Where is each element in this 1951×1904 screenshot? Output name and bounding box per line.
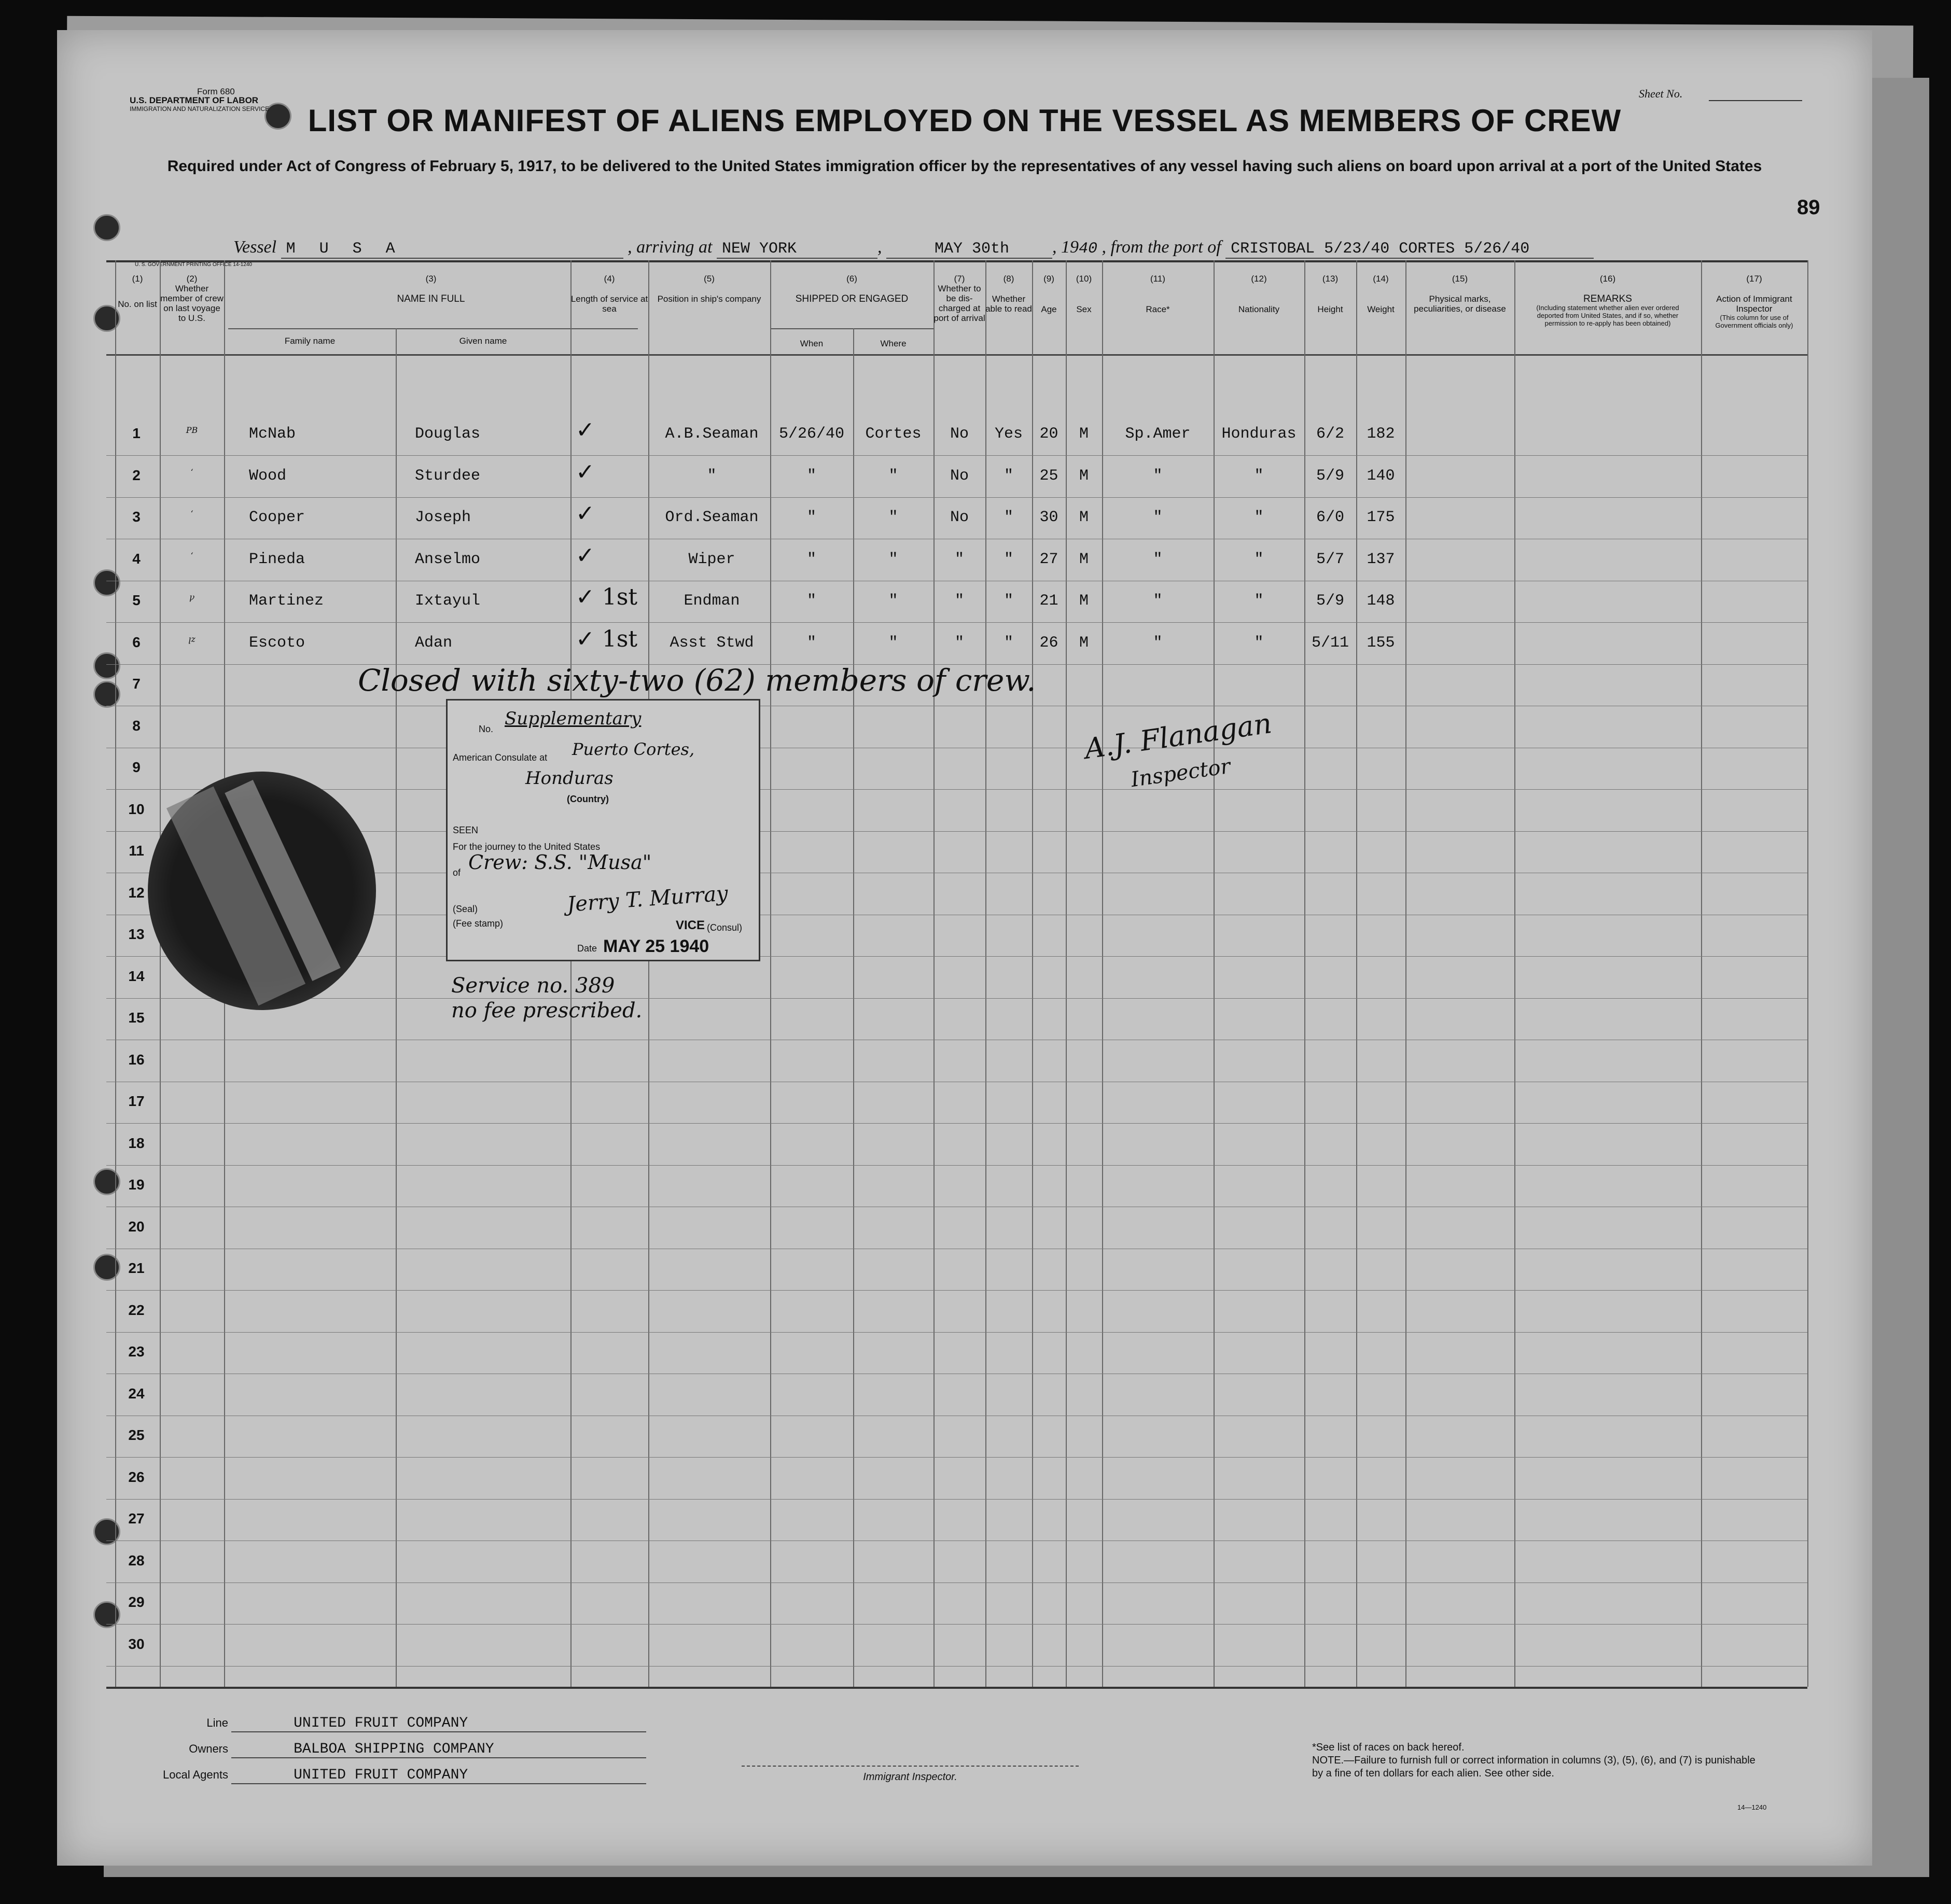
race: " (1153, 509, 1163, 526)
row-number: 27 (128, 1510, 145, 1527)
stamp-consul-label: (Consul) (707, 922, 743, 933)
row-rule (106, 1499, 1807, 1500)
family-name: Wood (249, 467, 287, 485)
col-rule (648, 260, 649, 1687)
sex: M (1079, 634, 1089, 652)
col-rule (853, 328, 854, 1687)
year-suffix: 40 (1079, 240, 1098, 258)
stamp-date-label: Date (577, 943, 597, 954)
punch-hole (93, 1254, 120, 1281)
col10-header (1066, 274, 1102, 314)
col13-header (1304, 274, 1356, 314)
col-label: Whether member of crew on last voyage to U.S. (160, 284, 224, 323)
punch-hole (93, 569, 120, 596)
row-number: 8 (132, 717, 141, 734)
shipped-where: Cortes (865, 425, 922, 443)
page-title: LIST OR MANIFEST OF ALIENS EMPLOYED ON THE VESSEL AS MEMBERS OF CREW (308, 103, 1622, 138)
sex: M (1079, 550, 1089, 568)
col6-header (770, 274, 933, 304)
service-name: IMMIGRATION AND NATURALIZATION SERVICE (130, 105, 270, 113)
shipped-when: " (806, 509, 816, 526)
service-check: ✓ 1st (576, 625, 638, 652)
shipped-where: " (888, 634, 898, 652)
col-label: Nationality (1238, 304, 1280, 314)
col-rule (1807, 260, 1808, 1687)
shipped-when: " (806, 634, 816, 652)
race-note: *See list of races on back hereof. (1312, 1742, 1465, 1753)
age: 27 (1039, 550, 1058, 568)
height: 5/9 (1316, 592, 1344, 610)
able-to-read: " (1004, 592, 1013, 610)
weight: 155 (1367, 634, 1395, 652)
line-label: Line (206, 1716, 228, 1729)
col-number: (5) (704, 274, 715, 284)
row-rule (106, 497, 1807, 498)
punch-hole (93, 652, 120, 679)
col17-header (1701, 274, 1807, 329)
sex: M (1079, 509, 1089, 526)
row-number: 9 (132, 759, 141, 775)
prior-voyage-mark: ʻ (190, 550, 193, 561)
race: " (1153, 634, 1163, 652)
row-number: 7 (132, 676, 141, 692)
col-rule (1405, 260, 1406, 1687)
prior-voyage-mark: ꞁz (188, 634, 196, 644)
row-number: 26 (128, 1468, 145, 1485)
line-value: UNITED FRUIT COMPANY (231, 1715, 646, 1732)
col4-header (570, 274, 648, 314)
nationality: " (1254, 467, 1264, 485)
row-rule (106, 1624, 1807, 1625)
nationality: " (1254, 509, 1264, 526)
given-name: Anselmo (415, 550, 481, 568)
prior-voyage-mark: ꝩ (189, 592, 194, 602)
stamp-no-value: Supplementary (505, 708, 642, 729)
stamp-of-label: of (453, 867, 461, 878)
discharged: No (950, 509, 969, 526)
stamp-journey: For the journey to the United States (453, 842, 601, 852)
stamp-country: Honduras (525, 768, 614, 789)
col7-header (933, 274, 985, 323)
row-number: 14 (128, 968, 145, 984)
col-number: (13) (1322, 274, 1339, 284)
row-number: 23 (128, 1343, 145, 1360)
form-number: Form 680 (197, 87, 235, 96)
shipped-when-header: When (800, 339, 824, 348)
height: 5/7 (1316, 550, 1344, 568)
race: " (1153, 592, 1163, 610)
age: 20 (1039, 425, 1058, 443)
col14-header (1356, 274, 1405, 314)
header-rule (106, 354, 1807, 356)
arrival-date: MAY 30th (886, 240, 1052, 259)
position: A.B.Seaman (665, 425, 759, 443)
col15-header (1405, 274, 1514, 314)
consular-seal (148, 772, 376, 1010)
weight: 140 (1367, 467, 1395, 485)
inspector-signature-line (742, 1766, 1079, 1767)
stamp-vice: VICE (676, 918, 705, 932)
col-label: No. on list (118, 299, 157, 309)
weight: 137 (1367, 550, 1395, 568)
col-number: (6) (846, 274, 857, 284)
nationality: " (1254, 550, 1264, 568)
arrival-port: NEW YORK (717, 240, 877, 259)
owners-field (135, 1741, 646, 1758)
col-number: (3) (425, 274, 437, 284)
weight: 182 (1367, 425, 1395, 443)
col-label: REMARKS (1583, 293, 1632, 304)
agents-value: UNITED FRUIT COMPANY (231, 1767, 646, 1784)
col-sublabel: (This column for use of Government officials only) (1715, 314, 1793, 329)
col-rule (1701, 260, 1702, 1687)
page-subtitle: Required under Act of Congress of February 5, 1917, to be delivered to the United States immigration officer by the representatives of any vessel having such aliens on board upon arrival at a port of the United States (167, 158, 1762, 175)
row-number: 25 (128, 1427, 145, 1443)
col-number: (8) (1003, 274, 1014, 284)
given-name: Sturdee (415, 467, 481, 485)
row-rule (106, 1123, 1807, 1124)
shipped-when: " (806, 467, 816, 485)
row-number: 13 (128, 926, 145, 942)
stamp-no-label: No. (479, 724, 494, 734)
service-check: ✓ (576, 458, 595, 485)
discharged: " (954, 592, 964, 610)
shipped-when: " (806, 592, 816, 610)
col-label: Whether to be dis-charged at port of arrival (933, 284, 985, 323)
service-check: ✓ (576, 500, 595, 527)
punch-hole (93, 214, 120, 241)
col-label: SHIPPED OR ENGAGED (795, 293, 909, 304)
from-port-label: , from the port of (1102, 237, 1221, 257)
sex: M (1079, 467, 1089, 485)
prior-voyage-mark: PB (186, 425, 198, 435)
col-number: (2) (186, 274, 198, 284)
able-to-read: Yes (994, 425, 1023, 443)
penalty-note: NOTE.—Failure to furnish full or correct information in columns (3), (5), (6), and (7) is punishable by a fine of ten dollars for each alien. See other side. (1312, 1755, 1755, 1779)
row-number: 10 (128, 801, 145, 817)
col-label: Length of service at sea (570, 294, 648, 314)
col-number: (11) (1150, 274, 1165, 284)
prior-voyage-mark: ʻ (190, 509, 193, 519)
row-rule (106, 622, 1807, 623)
row-number: 11 (129, 843, 144, 859)
manifest-page (57, 30, 1872, 1866)
service-check: ✓ 1st (576, 584, 638, 610)
row-number: 2 (132, 467, 141, 483)
print-code: 14—1240 (1737, 1803, 1767, 1811)
given-name: Douglas (415, 425, 481, 443)
given-name: Joseph (415, 509, 471, 526)
col-rule (115, 260, 116, 1687)
col-number: (17) (1746, 274, 1762, 284)
col-number: (15) (1452, 274, 1468, 284)
col11-header (1102, 274, 1214, 314)
row-number: 1 (132, 425, 141, 441)
col1-header (115, 274, 160, 309)
service-check: ✓ (576, 417, 595, 443)
row-rule (106, 1666, 1807, 1667)
family-name-header: Family name (284, 336, 336, 346)
able-to-read: " (1004, 467, 1013, 485)
col12-header (1214, 274, 1304, 314)
nationality: Honduras (1221, 425, 1297, 443)
printing-office-note: U. S. GOVERNMENT PRINTING OFFICE 14-1240 (135, 262, 252, 268)
race: " (1153, 467, 1163, 485)
vessel-name: M U S A (281, 240, 623, 259)
row-number: 6 (132, 634, 141, 650)
weight: 175 (1367, 509, 1395, 526)
shipped-where: " (888, 592, 898, 610)
owners-value: BALBOA SHIPPING COMPANY (231, 1741, 646, 1758)
row-number: 22 (128, 1301, 145, 1318)
col-rule (396, 328, 397, 1687)
height: 5/11 (1311, 634, 1349, 652)
arriving-label: , arriving at (628, 237, 713, 257)
row-number: 12 (128, 884, 145, 901)
nationality: " (1254, 592, 1264, 610)
row-number: 19 (128, 1177, 145, 1193)
weight: 148 (1367, 592, 1395, 610)
col-number: (16) (1599, 274, 1616, 284)
inspector-title: Inspector (1129, 754, 1232, 792)
department-name: U.S. DEPARTMENT OF LABOR (130, 95, 259, 105)
shipped-where: " (888, 509, 898, 526)
family-name: Pineda (249, 550, 305, 568)
col8-header (985, 274, 1032, 314)
col-label: NAME IN FULL (397, 293, 465, 304)
service-number-note: Service no. 389 (451, 974, 615, 998)
position: Asst Stwd (670, 634, 754, 652)
stamp-date: MAY 25 1940 (603, 936, 709, 956)
col-label: Whether able to read (985, 294, 1032, 314)
family-name: Cooper (249, 509, 305, 526)
col-label: Weight (1367, 304, 1395, 314)
row-rule (106, 956, 1807, 957)
position: Ord.Seaman (665, 509, 759, 526)
row-number: 3 (132, 509, 141, 525)
col-number: (7) (954, 274, 965, 284)
row-number: 5 (132, 592, 141, 608)
position: " (707, 467, 717, 485)
col-label: Physical marks, peculiarities, or disease (1414, 294, 1506, 314)
row-rule (106, 998, 1807, 999)
family-name: McNab (249, 425, 296, 443)
row-rule (106, 831, 1807, 832)
col9-header (1032, 274, 1066, 314)
table-top-rule (106, 260, 1807, 262)
vessel-label: Vessel (233, 237, 277, 257)
row-rule (106, 1332, 1807, 1333)
year-prefix: 19 (1061, 237, 1079, 257)
col-label: Height (1317, 304, 1343, 314)
col-label: Age (1041, 304, 1057, 314)
sheet-number-field (1709, 100, 1802, 101)
col-label: Action of Immigrant Inspector (1716, 294, 1792, 314)
discharged: No (950, 467, 969, 485)
shipped-when: 5/26/40 (778, 425, 845, 443)
stamp-consulate-label: American Consulate at (453, 752, 548, 763)
row-number: 30 (128, 1635, 145, 1652)
service-check: ✓ (576, 542, 595, 569)
able-to-read: " (1004, 509, 1013, 526)
row-number: 18 (128, 1135, 145, 1151)
row-number: 21 (128, 1260, 145, 1276)
stamp-fee-label: (Fee stamp) (453, 918, 504, 929)
prior-voyage-mark: ʻ (190, 467, 193, 477)
age: 30 (1039, 509, 1058, 526)
age: 25 (1039, 467, 1058, 485)
given-name: Ixtayul (415, 592, 481, 610)
col-number: (9) (1043, 274, 1054, 284)
row-rule (106, 789, 1807, 790)
shipped-where-header: Where (880, 339, 907, 348)
row-number: 20 (128, 1218, 145, 1235)
col5-header (648, 274, 770, 304)
footer-notes (1312, 1741, 1768, 1780)
height: 6/2 (1316, 425, 1344, 443)
col2-header (160, 274, 224, 323)
position: Endman (684, 592, 740, 610)
shipped-when: " (806, 550, 816, 568)
race: " (1153, 550, 1163, 568)
table-bottom-rule (106, 1687, 1807, 1689)
shipped-where: " (888, 467, 898, 485)
col-number: (1) (132, 274, 143, 284)
agents-label: Local Agents (163, 1768, 228, 1781)
name-subheader-rule (228, 328, 638, 329)
age: 21 (1039, 592, 1058, 610)
col-rule (1514, 260, 1515, 1687)
sex: M (1079, 425, 1089, 443)
height: 5/9 (1316, 467, 1344, 485)
stamp-crew-vessel: Crew: S.S. "Musa" (468, 851, 652, 874)
given-name: Adan (415, 634, 453, 652)
row-number: 15 (128, 1010, 145, 1026)
row-number: 16 (128, 1051, 145, 1068)
shipped-where: " (888, 550, 898, 568)
col-label: Sex (1076, 304, 1092, 314)
punch-hole (93, 1168, 120, 1195)
row-number: 17 (128, 1093, 145, 1109)
stamp-consulate-city: Puerto Cortes, (572, 739, 695, 759)
sheet-number-label: Sheet No. (1639, 87, 1683, 100)
stamp-seen: SEEN (453, 825, 479, 835)
inspector-signature: A.J. Flanagan (1082, 707, 1274, 765)
row-number: 24 (128, 1385, 145, 1402)
able-to-read: " (1004, 634, 1013, 652)
discharged: " (954, 550, 964, 568)
given-name-header: Given name (459, 336, 507, 346)
col-sublabel: (Including statement whether alien ever ordered deported from United States, and if so, whether permission to re-apply has been obtained) (1536, 304, 1679, 327)
row-rule (106, 455, 1807, 456)
family-name: Martinez (249, 592, 324, 610)
col-number: (10) (1076, 274, 1092, 284)
inspector-line-label: Immigrant Inspector. (863, 1771, 957, 1783)
stamp-seal-label: (Seal) (453, 904, 478, 914)
col16-header (1514, 274, 1701, 327)
owners-label: Owners (189, 1742, 228, 1755)
departure-ports: CRISTOBAL 5/23/40 CORTES 5/26/40 (1225, 240, 1594, 259)
col-number: (12) (1251, 274, 1267, 284)
race: Sp.Amer (1125, 425, 1191, 443)
consul-signature: Jerry T. Murray (566, 881, 729, 917)
able-to-read: " (1004, 550, 1013, 568)
height: 6/0 (1316, 509, 1344, 526)
col-number: (14) (1373, 274, 1389, 284)
nationality: " (1254, 634, 1264, 652)
punch-hole (93, 1518, 120, 1545)
family-name: Escoto (249, 634, 305, 652)
page-number: 89 (1797, 196, 1820, 219)
punch-hole (93, 681, 120, 708)
stamp-country-label: (Country) (567, 794, 609, 804)
fee-note: no fee prescribed. (451, 999, 643, 1023)
row-rule (106, 1165, 1807, 1166)
row-rule (106, 1290, 1807, 1291)
position: Wiper (688, 550, 735, 568)
col-label: Position in ship's company (657, 294, 761, 304)
col-label: Race* (1146, 304, 1170, 314)
row-number: 28 (128, 1552, 145, 1569)
sex: M (1079, 592, 1089, 610)
row-number: 4 (132, 550, 141, 567)
closing-note: Closed with sixty-two (62) members of crew. (358, 663, 1036, 698)
row-rule (106, 1457, 1807, 1458)
discharged: No (950, 425, 969, 443)
age: 26 (1039, 634, 1058, 652)
local-agents-field (135, 1767, 646, 1784)
col-number: (4) (604, 274, 615, 284)
discharged: " (954, 634, 964, 652)
line-field (135, 1715, 646, 1732)
consular-stamp (446, 699, 760, 961)
voyage-line: Vessel M U S A , arriving at NEW YORK , MAY 30th , 1940 , from the port of CRISTOBAL 5/23/40 CORTES 5/26/40 (233, 237, 1594, 259)
row-number: 29 (128, 1594, 145, 1610)
shipped-subheader-rule (770, 328, 933, 329)
